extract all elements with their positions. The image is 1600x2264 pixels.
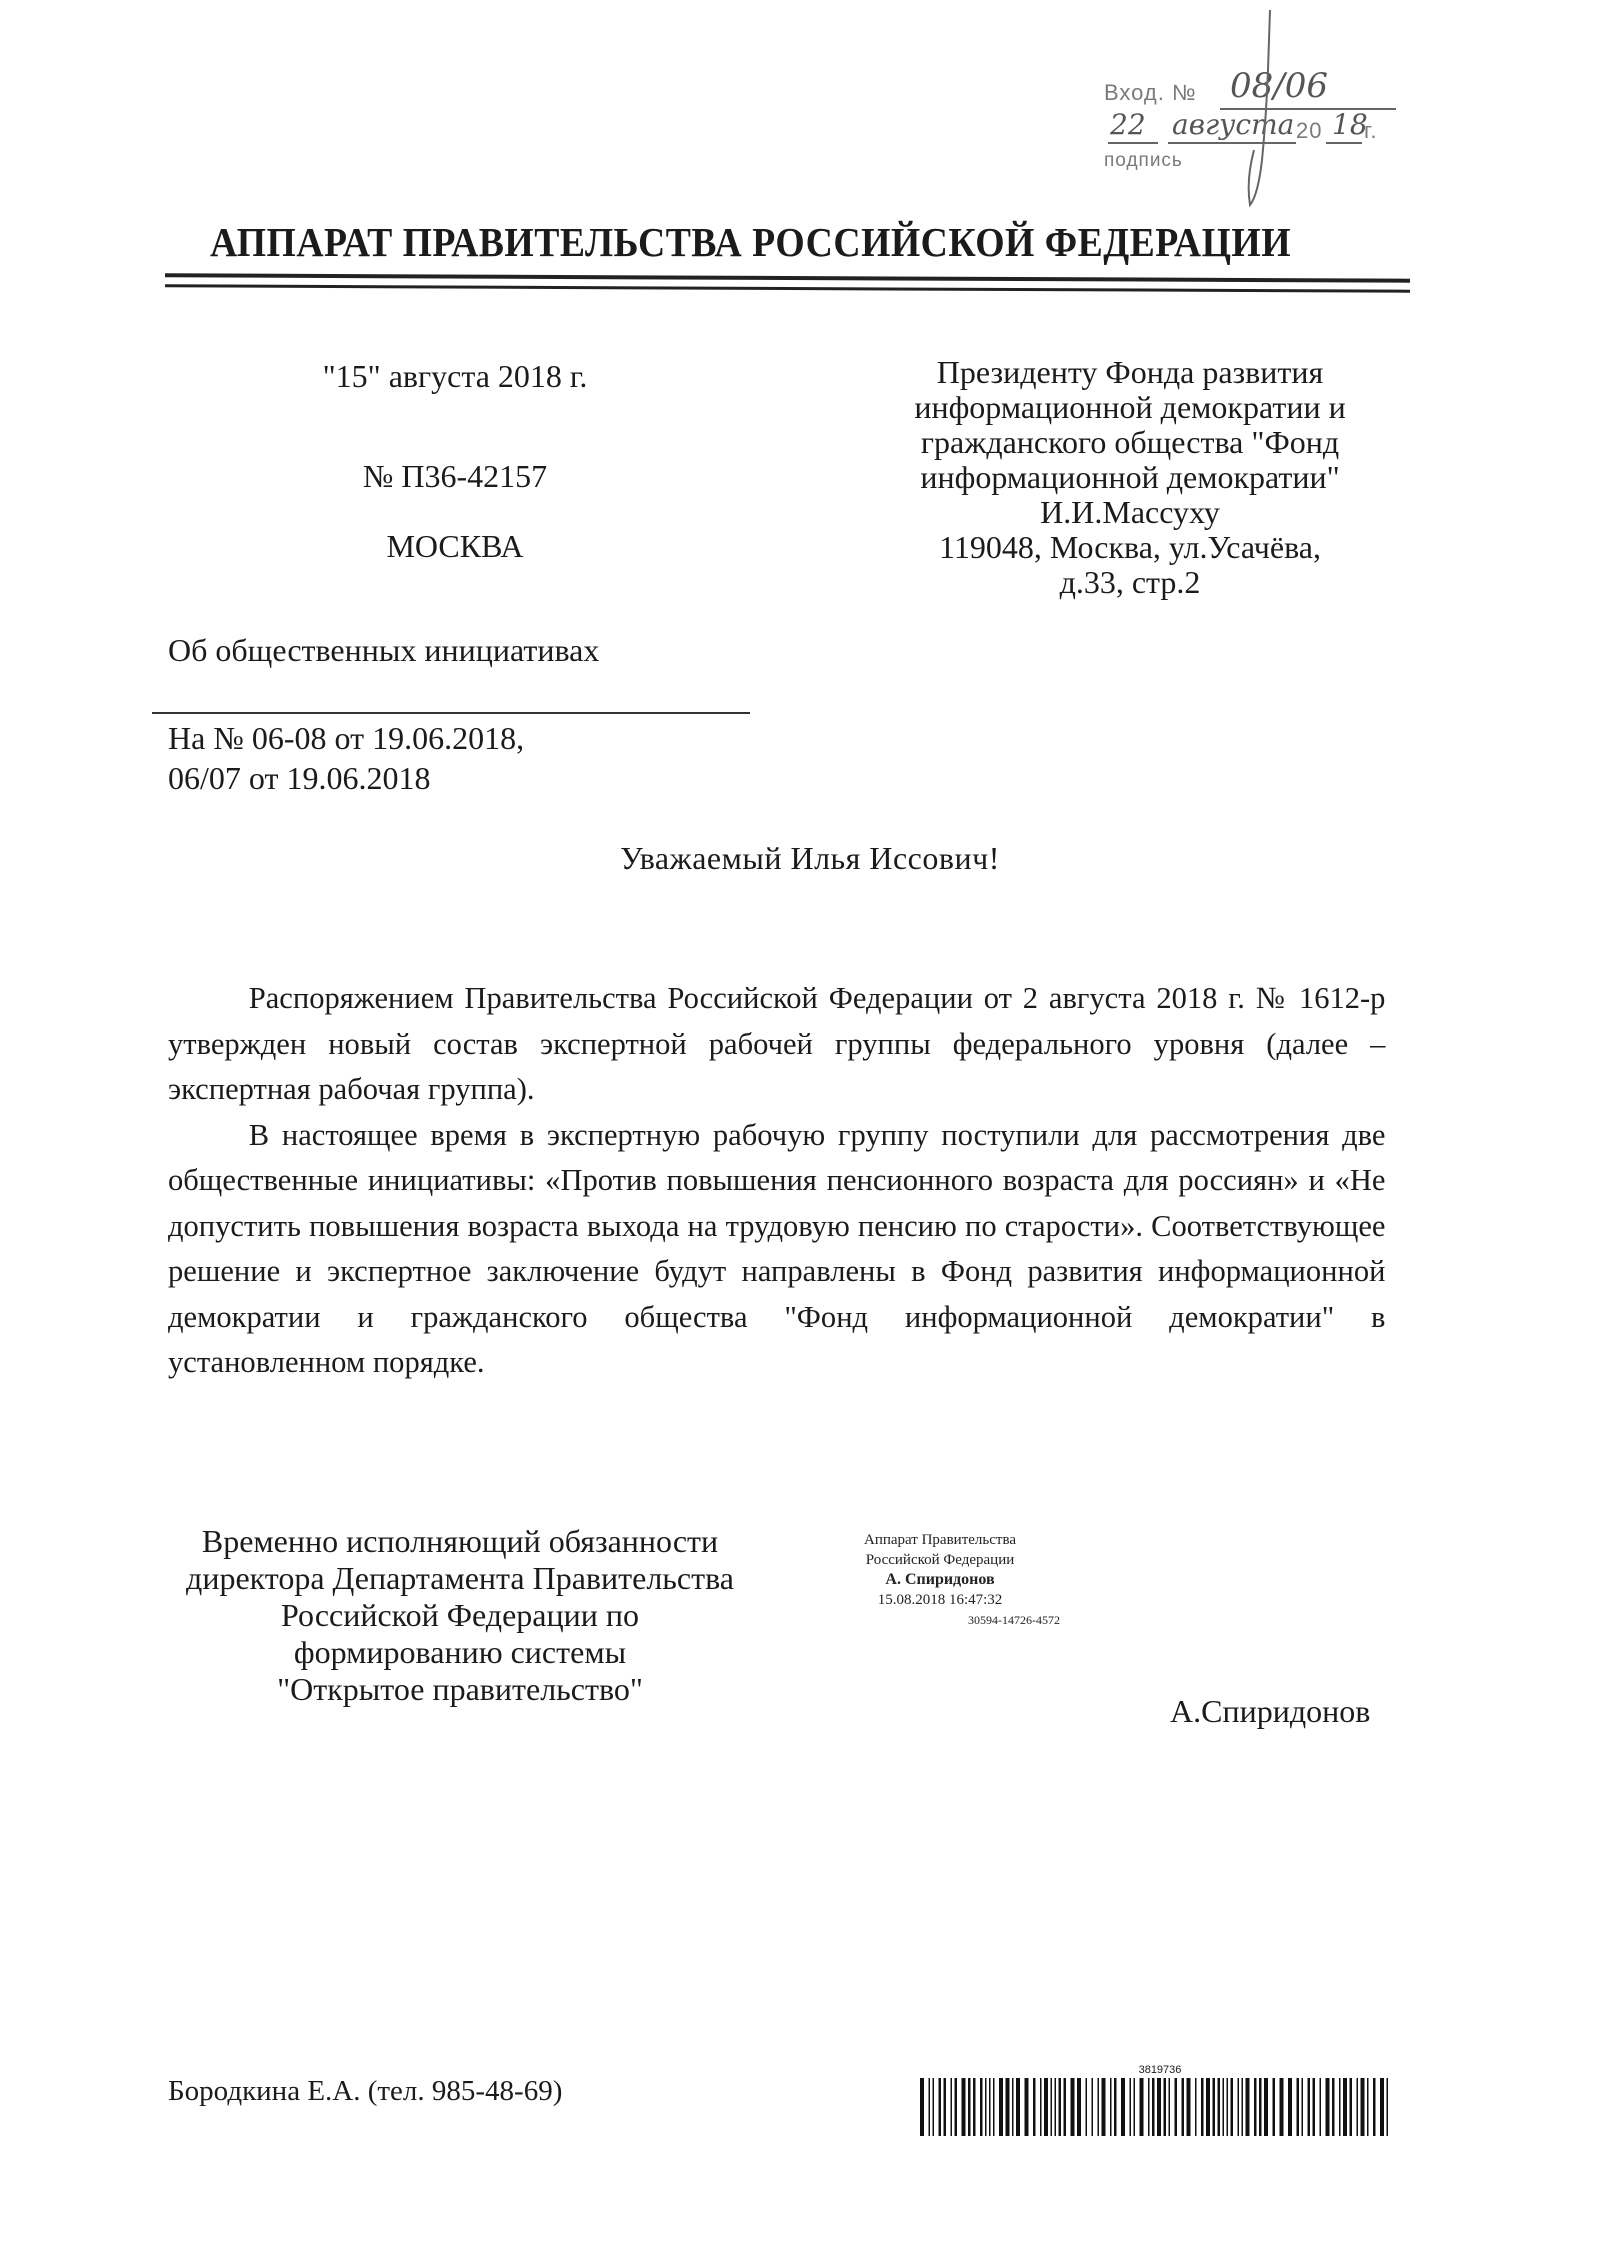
- barcode-bar: [1297, 2078, 1300, 2136]
- barcode-bar: [1175, 2078, 1178, 2136]
- signatory-title-line: формированию системы: [293, 1634, 627, 1670]
- barcode-bar: [1102, 2078, 1106, 2136]
- esig-code: 30594-14726-4572: [968, 1613, 1060, 1627]
- barcode-bar: [973, 2078, 976, 2136]
- body-paragraph: В настоящее время в экспертную рабочую группу поступили для рассмотрения две общественные инициативы: «Против повышения пенсионного возраста для россиян» и «Не допустить повышения возраста выхода на трудовую пенсию по старости». Соответствующее решение и экспертное заключение будут направлены в Фонд развития информационной демократии и гражданского общества "Фонд информационной демократии" в установленном порядке.: [168, 1116, 1386, 1379]
- handwritten-signature-stroke: [1240, 10, 1280, 210]
- barcode-bar: [1280, 2078, 1284, 2136]
- esig-name: А. Спиридонов: [885, 1571, 995, 1588]
- barcode-bar: [1254, 2078, 1257, 2136]
- barcode-bar: [1187, 2078, 1191, 2136]
- barcode-bar: [1114, 2078, 1117, 2136]
- barcode-bar: [1164, 2078, 1167, 2136]
- stamp-month: августа: [1172, 108, 1295, 141]
- barcode-bar: [1302, 2078, 1304, 2136]
- barcode-bar: [1218, 2078, 1221, 2136]
- addressee-address: 119048, Москва, ул.Усачёва,: [939, 529, 1321, 565]
- barcode-bar: [1086, 2078, 1088, 2136]
- barcode-bar: [1169, 2078, 1171, 2136]
- barcode-bar: [1227, 2078, 1229, 2136]
- addressee-block: [870, 355, 1390, 600]
- barcode-bar: [1367, 2078, 1369, 2136]
- barcode-bar: [1098, 2078, 1100, 2136]
- signatory-title-line: директора Департамента Правительства: [186, 1560, 734, 1596]
- signatory-title-line: Российской Федерации по: [281, 1597, 639, 1633]
- electronic-signature-stamp: [790, 1530, 1090, 1630]
- barcode-bar: [1006, 2078, 1010, 2136]
- stamp-label-in: Вход. №: [1104, 80, 1197, 105]
- barcode-bar: [1195, 2078, 1197, 2136]
- salutation: Уважаемый Илья Иссович!: [620, 840, 1000, 876]
- barcode-bar: [1059, 2078, 1062, 2136]
- stamp-day: 22: [1110, 108, 1146, 141]
- barcode-bar: [929, 2078, 931, 2136]
- stamp-year-prefix: 20: [1296, 118, 1323, 143]
- barcode-bar: [968, 2078, 971, 2136]
- signer-name: А.Спиридонов: [1170, 1693, 1371, 1729]
- barcode-bar: [1213, 2078, 1216, 2136]
- barcode-bar: [1157, 2078, 1161, 2136]
- barcode-bar: [939, 2078, 942, 2136]
- barcode-bar: [1025, 2078, 1029, 2136]
- document-number: № П36-42157: [362, 458, 548, 494]
- header-rule-top: [165, 273, 1410, 282]
- stamp-year-suffix: 18: [1332, 108, 1368, 141]
- stamp-year-unit: г.: [1364, 118, 1378, 143]
- addressee-line: Президенту Фонда развития: [936, 354, 1324, 390]
- addressee-line: информационной демократии и: [914, 389, 1346, 425]
- barcode-bar: [1231, 2078, 1234, 2136]
- barcode-bar: [1206, 2078, 1210, 2136]
- reply-reference: [168, 718, 524, 798]
- reply-reference-line: На № 06-08 от 19.06.2018,: [168, 720, 525, 756]
- barcode-bar: [1223, 2078, 1225, 2136]
- stamp-number: 08/06: [1230, 66, 1328, 106]
- barcode-bar: [951, 2078, 953, 2136]
- barcode-bar: [1110, 2078, 1112, 2136]
- body-paragraph: Распоряжением Правительства Российской Федерации от 2 августа 2018 г. № 1612-р утвержден новый состав экспертной рабочей группы федерального уровня (далее – экспертная рабочая группа).: [168, 980, 1386, 1106]
- letter-body: [168, 975, 1385, 1385]
- barcode-bar: [1264, 2078, 1268, 2136]
- barcode-bar: [1373, 2078, 1376, 2136]
- barcode-bar: [1040, 2078, 1042, 2136]
- barcode-bar: [1320, 2078, 1322, 2136]
- document-city: МОСКВА: [386, 528, 524, 564]
- addressee-line: гражданского общества "Фонд: [920, 424, 1340, 460]
- barcode-bar: [1044, 2078, 1048, 2136]
- barcode-bar: [1092, 2078, 1094, 2136]
- barcode-bar: [1121, 2078, 1125, 2136]
- barcode-bar: [980, 2078, 983, 2136]
- document-date: "15" августа 2018 г.: [322, 358, 588, 394]
- barcode-bar: [1016, 2078, 1020, 2136]
- barcode-bar: [1357, 2078, 1359, 2136]
- barcode-bar: [1064, 2078, 1067, 2136]
- barcode-bar: [1273, 2078, 1276, 2136]
- signatory-title-line: "Открытое правительство": [277, 1671, 643, 1707]
- barcode-bar: [955, 2078, 958, 2136]
- barcode-bar: [1140, 2078, 1144, 2136]
- barcode-bar: [993, 2078, 995, 2136]
- incoming-registration-stamp: [1100, 66, 1400, 190]
- barcode-bar: [1326, 2078, 1330, 2136]
- barcode-bar: [944, 2078, 947, 2136]
- esig-timestamp: 15.08.2018 16:47:32: [877, 1592, 1003, 1608]
- addressee-line: информационной демократии": [920, 459, 1340, 495]
- subject-divider: [152, 712, 750, 714]
- barcode-bar: [1259, 2078, 1262, 2136]
- barcode: [910, 2060, 1410, 2150]
- addressee-name: И.И.Массуху: [1040, 494, 1220, 530]
- barcode-bar: [1055, 2078, 1057, 2136]
- barcode-bar: [1332, 2078, 1335, 2136]
- organization-title: АППАРАТ ПРАВИТЕЛЬСТВА РОССИЙСКОЙ ФЕДЕРАЦИИ: [210, 219, 1292, 265]
- barcode-bar: [1152, 2078, 1155, 2136]
- barcode-bar: [1308, 2078, 1311, 2136]
- barcode-bar: [1130, 2078, 1132, 2136]
- barcode-bar: [1182, 2078, 1185, 2136]
- barcode-bar: [1033, 2078, 1036, 2136]
- barcode-bar: [1313, 2078, 1316, 2136]
- barcode-bar: [1134, 2078, 1136, 2136]
- barcode-bar: [1238, 2078, 1240, 2136]
- esig-org-line: Российской Федерации: [865, 1552, 1015, 1568]
- barcode-bar: [1246, 2078, 1250, 2136]
- barcode-bar: [1242, 2078, 1244, 2136]
- barcode-bar: [1387, 2078, 1389, 2136]
- stamp-signature-label: подпись: [1104, 150, 1183, 171]
- barcode-bar: [1361, 2078, 1365, 2136]
- barcode-bar: [1051, 2078, 1053, 2136]
- esig-org-line: Аппарат Правительства: [863, 1532, 1016, 1548]
- barcode-bar: [1350, 2078, 1353, 2136]
- reply-reference-line: 06/07 от 19.06.2018: [168, 760, 431, 796]
- barcode-bar: [1343, 2078, 1347, 2136]
- barcode-bar: [1380, 2078, 1384, 2136]
- barcode-bar: [962, 2078, 966, 2136]
- barcode-number: 3819736: [1138, 2064, 1182, 2076]
- header-rule-bottom: [165, 284, 1410, 292]
- addressee-address: д.33, стр.2: [1059, 564, 1201, 600]
- document-subject: Об общественных инициативах: [168, 632, 600, 668]
- barcode-bar: [933, 2078, 935, 2136]
- barcode-bar: [920, 2078, 924, 2136]
- barcode-bar: [1201, 2078, 1204, 2136]
- signatory-title-line: Временно исполняющий обязанности: [201, 1523, 719, 1559]
- barcode-bar: [985, 2078, 987, 2136]
- executor-contact: Бородкина Е.А. (тел. 985-48-69): [168, 2075, 563, 2107]
- barcode-bar: [1148, 2078, 1150, 2136]
- barcode-bar: [1339, 2078, 1341, 2136]
- barcode-bar: [989, 2078, 991, 2136]
- signatory-title: [135, 1523, 785, 1708]
- barcode-bar: [1012, 2078, 1014, 2136]
- barcode-bar: [1077, 2078, 1081, 2136]
- barcode-bars: [920, 2078, 1395, 2136]
- barcode-bar: [1071, 2078, 1075, 2136]
- barcode-bar: [1288, 2078, 1292, 2136]
- barcode-bar: [999, 2078, 1003, 2136]
